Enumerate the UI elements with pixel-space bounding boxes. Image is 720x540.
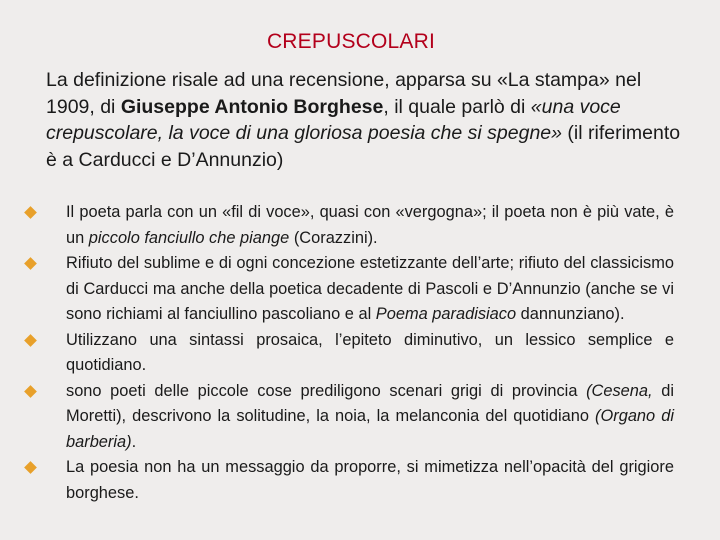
bullet-5-text-1: La poesia non ha un messaggio da proporre, si mimetizza nell’opacità del grigiore borghese. xyxy=(66,458,674,502)
bullet-item-5 xyxy=(24,455,674,506)
diamond-bullet-icon xyxy=(24,461,37,474)
bullet-4-italic-2: (Organo di barberia) xyxy=(66,407,674,451)
bullet-2-italic-1: Poema paradisiaco xyxy=(375,305,517,323)
diamond-bullet-icon xyxy=(24,257,37,270)
bullet-4-text-2: di Moretti), descrivono la solitudine, la noia, la melanconia del quotidiano xyxy=(66,381,674,425)
bullet-4-italic-1: (Cesena, xyxy=(586,381,653,400)
bullet-1-text-2: (Corazzini). xyxy=(289,228,378,247)
bullet-2-text-2: dannunziano). xyxy=(516,305,625,323)
bullet-4-text-1: sono poeti delle piccole cose prediligono scenari grigi di provincia xyxy=(66,381,587,400)
intro-text-1: La definizione risale ad una recensione, apparsa su «La stampa» nel 1909, di xyxy=(46,69,642,118)
intro-text-2: , il quale parlò di xyxy=(383,95,531,118)
bullet-item-4 xyxy=(24,379,674,456)
bullet-item-1 xyxy=(24,200,674,251)
diamond-bullet-icon xyxy=(24,385,37,398)
bullet-3-text-1: Utilizzano una sintassi prosaica, l’epiteto diminutivo, un lessico semplice e quotidiano. xyxy=(66,330,674,374)
intro-author: Giuseppe Antonio Borghese xyxy=(120,95,384,118)
bullet-item-3 xyxy=(24,328,674,379)
bullet-item-2 xyxy=(24,251,674,328)
intro-paragraph xyxy=(46,67,686,173)
intro-text-3: (il riferimento è a Carducci e D’Annunzio) xyxy=(46,122,681,171)
bullet-2-text-1: Rifiuto del sublime e di ogni concezione estetizzante dell’arte; rifiuto del classicismo di Carducci ma anche della poetica decadente di Pascoli e D’Annunzio (anche se vi sono richiami al fanciullino pascoliano e al xyxy=(66,254,674,323)
intro-quote: «una voce crepuscolare, la voce di una gloriosa poesia che si spegne» xyxy=(46,95,621,144)
bullet-1-italic-1: piccolo fanciullo che piange xyxy=(88,228,290,247)
diamond-bullet-icon xyxy=(24,334,37,347)
bullet-list xyxy=(24,200,674,506)
slide-title: CREPUSCOLARI xyxy=(266,30,436,53)
bullet-1-text-1: Il poeta parla con un «fil di voce», quasi con «vergogna»; il poeta non è più vate, è un xyxy=(66,203,674,247)
bullet-4-text-3: . xyxy=(131,432,137,451)
diamond-bullet-icon xyxy=(24,206,37,219)
